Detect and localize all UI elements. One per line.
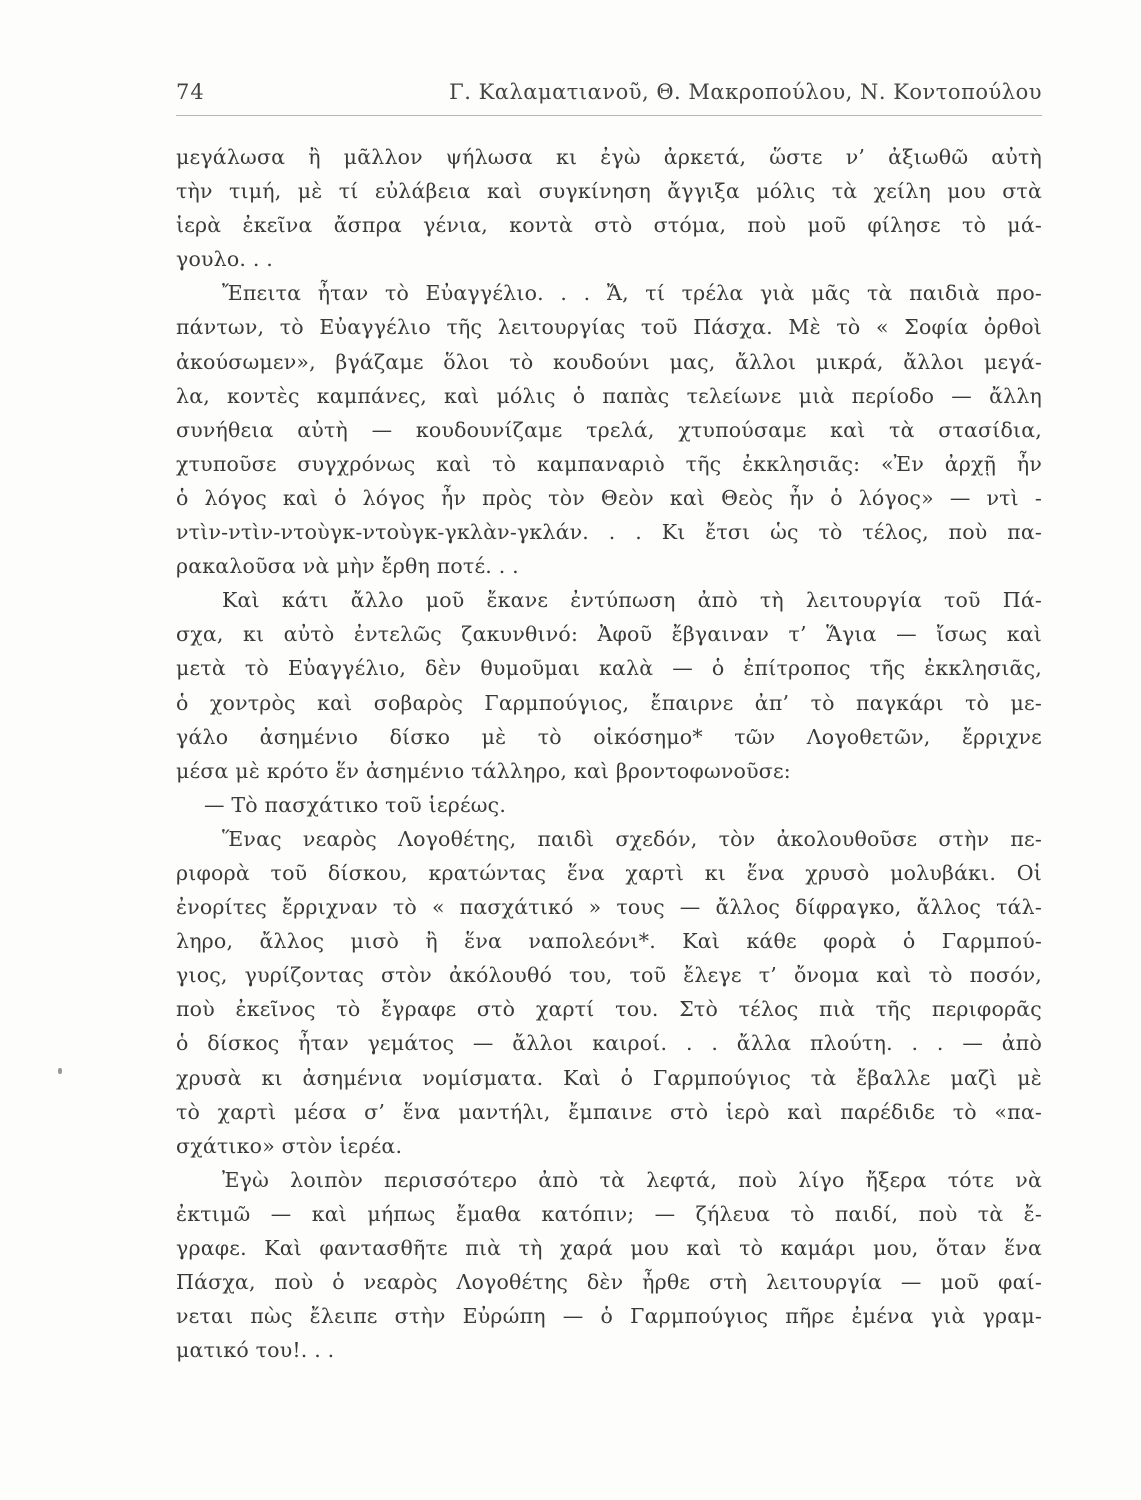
text-line: ρακαλοῦσα νὰ μὴν ἔρθη ποτέ. . . — [176, 554, 519, 579]
scan-speck — [58, 1068, 62, 1074]
text-line: τὴν τιμή, μὲ τί εὐλάβεια καὶ συγκίνηση ἄγγιξα μόλις τὰ χείλη μου στὰ — [176, 179, 1042, 204]
text-line: χτυποῦσε συγχρόνως καὶ τὸ καμπαναριὸ τῆς ἐκκλησιᾶς: «Ἐν ἀρχῇ ἦν — [176, 451, 1042, 476]
text-line: Καὶ κάτι ἄλλο μοῦ ἔκανε ἐντύπωση ἀπὸ τὴ λειτουργία τοῦ Πά- — [222, 588, 1042, 613]
text-line: ληρο, ἄλλος μισὸ ἢ ἕνα ναπολεόνι*. Καὶ κάθε φορὰ ὁ Γαρμπού- — [176, 929, 1042, 954]
text-line: — Τὸ πασχάτικο τοῦ ἱερέως. — [204, 792, 507, 817]
text-line: Ἐγὼ λοιπὸν περισσότερο ἀπὸ τὰ λεφτά, ποὺ λίγο ἤξερα τότε νὰ — [222, 1167, 1042, 1192]
text-line: γουλο. . . — [176, 247, 273, 272]
text-line: γιος, γυρίζοντας στὸν ἀκόλουθό του, τοῦ ἔλεγε τ’ ὄνομα καὶ τὸ ποσόν, — [176, 963, 1042, 988]
text-line: πάντων, τὸ Εὐαγγέλιο τῆς λειτουργίας τοῦ Πάσχα. Μὲ τὸ « Σοφία ὀρθοὶ — [176, 315, 1042, 340]
text-line: γραφε. Καὶ φαντασθῆτε πιὰ τὴ χαρά μου καὶ τὸ καμάρι μου, ὅταν ἕνα — [176, 1236, 1042, 1260]
text-line: σχάτικο» στὸν ἱερέα. — [176, 1133, 403, 1158]
text-line: νεται πὼς ἔλειπε στὴν Εὐρώπη — ὁ Γαρμπούγιος πῆρε ἐμένα γιὰ γραμ- — [176, 1304, 1042, 1329]
text-line: ἱερὰ ἐκεῖνα ἄσπρα γένια, κοντὰ στὸ στόμα, ποὺ μοῦ φίλησε τὸ μά- — [176, 213, 1042, 238]
text-line: τὸ χαρτὶ μέσα σ’ ἕνα μαντήλι, ἔμπαινε στὸ ἱερὸ καὶ παρέδιδε τὸ «πα- — [176, 1099, 1042, 1124]
text-line: ἐκτιμῶ — καὶ μήπως ἔμαθα κατόπιν; — ζήλευα τὸ παιδί, ποὺ τὰ ἔ- — [176, 1201, 1042, 1226]
text-line: Πάσχα, ποὺ ὁ νεαρὸς Λογοθέτης δὲν ἦρθε στὴ λειτουργία — μοῦ φαί- — [176, 1270, 1042, 1295]
text-line: ὁ λόγος καὶ ὁ λόγος ἦν πρὸς τὸν Θεὸν καὶ Θεὸς ἦν ὁ λόγος» — ντὶ - — [176, 485, 1042, 510]
page-header — [176, 78, 1042, 110]
text-line: συνήθεια αὐτὴ — κουδουνίζαμε τρελά, χτυπούσαμε καὶ τὰ στασίδια, — [176, 417, 1042, 442]
text-line: μέσα μὲ κρότο ἕν ἀσημένιο τάλληρο, καὶ βροντοφωνοῦσε: — [176, 758, 791, 783]
body-text — [176, 140, 1042, 1367]
text-line: χρυσὰ κι ἀσημένια νομίσματα. Καὶ ὁ Γαρμπούγιος τὰ ἔβαλλε μαζὶ μὲ — [176, 1065, 1042, 1090]
header-rule — [176, 115, 1042, 116]
text-line: ὁ χοντρὸς καὶ σοβαρὸς Γαρμπούγιος, ἔπαιρνε ἀπ’ τὸ παγκάρι τὸ με- — [176, 690, 1042, 715]
text-line: ντὶν-ντὶν-ντοὺγκ-ντοὺγκ-γκλὰν-γκλάν. . . Κι ἔτσι ὡς τὸ τέλος, ποὺ πα- — [176, 520, 1042, 545]
text-line: Ἔπειτα ἦταν τὸ Εὐαγγέλιο. . . Ἄ, τί τρέλα γιὰ μᾶς τὰ παιδιὰ προ- — [222, 281, 1042, 306]
text-line: μεγάλωσα ἢ μᾶλλον ψήλωσα κι ἐγὼ ἀρκετά, ὥστε ν’ ἀξιωθῶ αὐτὴ — [176, 145, 1042, 169]
text-line: λα, κοντὲς καμπάνες, καὶ μόλις ὁ παπὰς τελείωνε μιὰ περίοδο — ἄλλη — [176, 383, 1042, 408]
text-line: σχα, κι αὐτὸ ἐντελῶς ζακυνθινό: Ἀφοῦ ἔβγαιναν τ’ Ἅγια — ἴσως καὶ — [176, 622, 1042, 647]
text-line: ὁ δίσκος ἦταν γεμάτος — ἄλλοι καιροί. . . ἄλλα πλούτη. . . — ἀπὸ — [176, 1031, 1042, 1056]
running-head: Γ. Καλαματιανοῦ, Θ. Μακροπούλου, Ν. Κοντοπούλου — [449, 80, 1042, 104]
text-line: γάλο ἀσημένιο δίσκο μὲ τὸ οἰκόσημο* τῶν Λογοθετῶν, ἔρριχνε — [176, 724, 1042, 749]
text-line: ἐνορίτες ἔρριχναν τὸ « πασχάτικό » τους — ἄλλος δίφραγκο, ἄλλος τάλ- — [176, 895, 1042, 920]
text-line: ματικό του!. . . — [176, 1338, 335, 1363]
text-line: μετὰ τὸ Εὐαγγέλιο, δὲν θυμοῦμαι καλὰ — ὁ ἐπίτροπος τῆς ἐκκλησιᾶς, — [176, 656, 1042, 681]
page-number: 74 — [176, 80, 205, 104]
text-line: Ἕνας νεαρὸς Λογοθέτης, παιδὶ σχεδόν, τὸν ἀκολουθοῦσε στὴν πε- — [222, 826, 1042, 851]
text-line: ποὺ ἐκεῖνος τὸ ἔγραφε στὸ χαρτί του. Στὸ τέλος πιὰ τῆς περιφορᾶς — [176, 997, 1042, 1022]
text-line: ἀκούσωμεν», βγάζαμε ὅλοι τὸ κουδούνι μας, ἄλλοι μικρά, ἄλλοι μεγά- — [176, 349, 1042, 374]
text-line: ριφορὰ τοῦ δίσκου, κρατώντας ἕνα χαρτὶ κι ἕνα χρυσὸ μολυβάκι. Οἱ — [176, 860, 1042, 885]
